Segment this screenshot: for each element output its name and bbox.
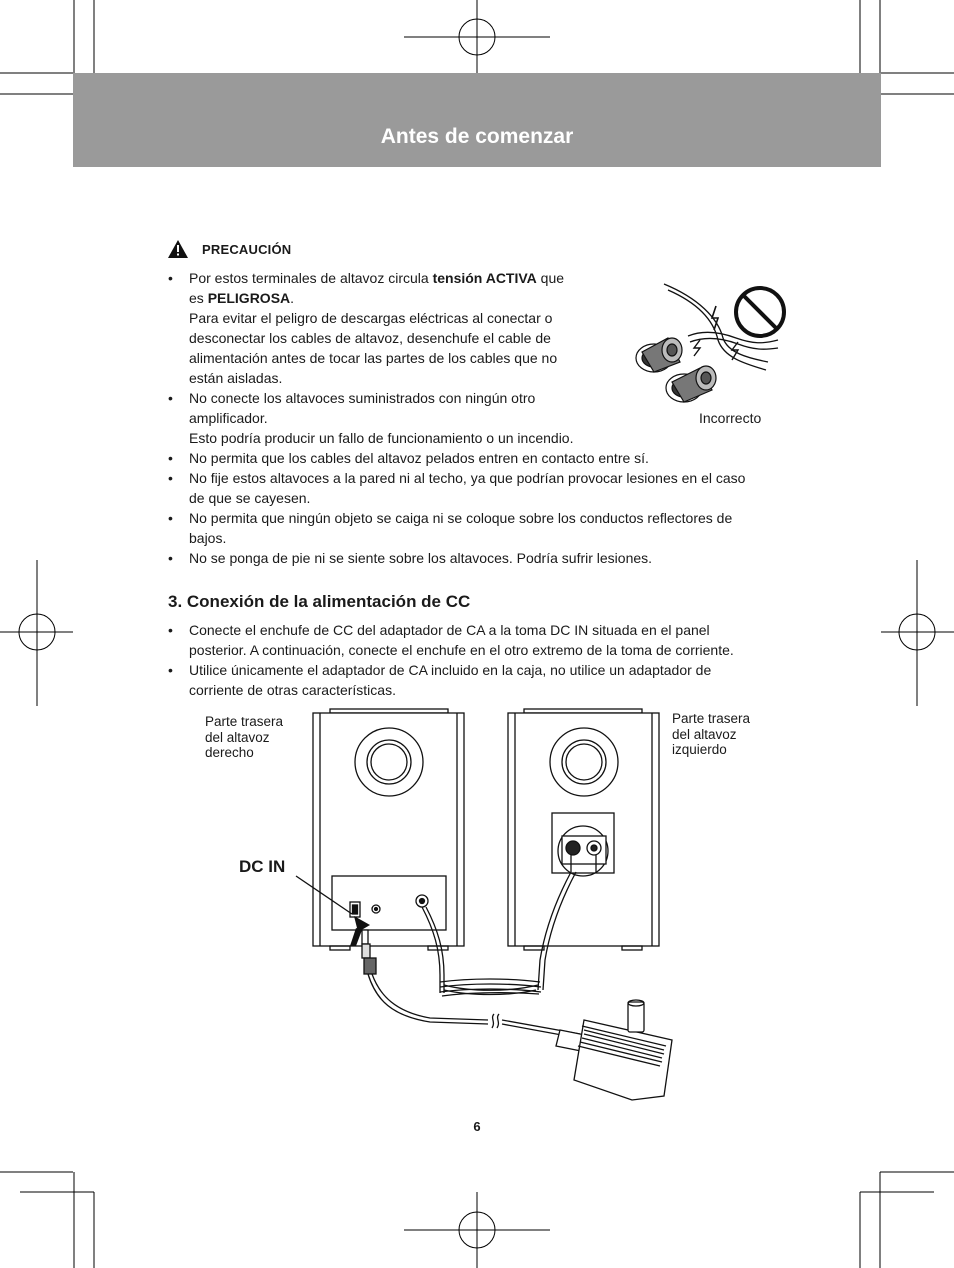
list-item bbox=[168, 660, 734, 700]
text-line: Por estos terminales de altavoz circula tensión ACTIVA que bbox=[189, 270, 565, 286]
text-line: de que se cayesen. bbox=[189, 490, 311, 506]
text-line: Utilice únicamente el adaptador de CA incluido en la caja, no utilice un adaptador de bbox=[189, 662, 712, 678]
list-item bbox=[168, 508, 745, 548]
section-list bbox=[168, 620, 734, 700]
text-line: amplificador. bbox=[189, 410, 268, 426]
incorrect-label: Incorrecto bbox=[699, 410, 762, 426]
warning-triangle-icon bbox=[168, 240, 188, 258]
caution-heading bbox=[168, 240, 291, 258]
text-line: No se ponga de pie ni se siente sobre los altavoces. Podría sufrir lesiones. bbox=[189, 550, 653, 566]
list-item bbox=[168, 468, 745, 508]
page-number: 6 bbox=[473, 1119, 481, 1134]
left-speaker-back bbox=[508, 709, 659, 950]
header-band bbox=[73, 73, 881, 167]
text-line: No conecte los altavoces suministrados con ningún otro bbox=[189, 390, 536, 406]
list-item bbox=[168, 448, 745, 468]
bullet-dot: • bbox=[168, 550, 173, 566]
bullet-dot: • bbox=[168, 270, 173, 286]
right-speaker-label: Parte trasera del altavoz derecho bbox=[205, 714, 284, 760]
text-line: es PELIGROSA. bbox=[189, 290, 295, 306]
bullet-dot: • bbox=[168, 390, 173, 406]
left-speaker-label: Parte trasera del altavoz izquierdo bbox=[672, 711, 751, 757]
list-item bbox=[168, 548, 745, 568]
caution-title: PRECAUCIÓN bbox=[202, 241, 292, 257]
prohibited-icon bbox=[736, 288, 784, 336]
text-line: posterior. A continuación, conecte el enchufe en el otro extremo de la toma de corriente. bbox=[189, 642, 734, 658]
connection-diagram bbox=[0, 700, 954, 1110]
dc-in-label: DC IN bbox=[239, 857, 286, 876]
text-line: están aisladas. bbox=[189, 370, 283, 386]
page-title: Antes de comenzar bbox=[380, 125, 574, 148]
text-line: Para evitar el peligro de descargas eléctricas al conectar o bbox=[189, 310, 553, 326]
list-item bbox=[168, 620, 734, 660]
text-line: bajos. bbox=[189, 530, 227, 546]
section-title: 3. Conexión de la alimentación de CC bbox=[168, 592, 471, 611]
incorrect-wiring-illustration bbox=[628, 278, 790, 408]
text-line: desconectar los cables de altavoz, desenchufe el cable de bbox=[189, 330, 551, 346]
text-line: No fije estos altavoces a la pared ni al techo, ya que podrían provocar lesiones en el caso bbox=[189, 470, 746, 486]
bullet-dot: • bbox=[168, 622, 173, 638]
right-speaker-back bbox=[313, 709, 464, 950]
text-line: Esto podría producir un fallo de funcionamiento o un incendio. bbox=[189, 430, 574, 446]
bullet-dot: • bbox=[168, 470, 173, 486]
text-line: Conecte el enchufe de CC del adaptador de CA a la toma DC IN situada en el panel bbox=[189, 622, 710, 638]
text-line: corriente de otras características. bbox=[189, 682, 396, 698]
bullet-dot: • bbox=[168, 662, 173, 678]
text-line: alimentación antes de tocar las partes de los cables que no bbox=[189, 350, 558, 366]
text-line: No permita que los cables del altavoz pelados entren en contacto entre sí. bbox=[189, 450, 649, 466]
ac-adapter bbox=[556, 1000, 672, 1100]
text-line: No permita que ningún objeto se caiga ni se coloque sobre los conductos reflectores de bbox=[189, 510, 733, 526]
bullet-dot: • bbox=[168, 510, 173, 526]
bullet-dot: • bbox=[168, 450, 173, 466]
